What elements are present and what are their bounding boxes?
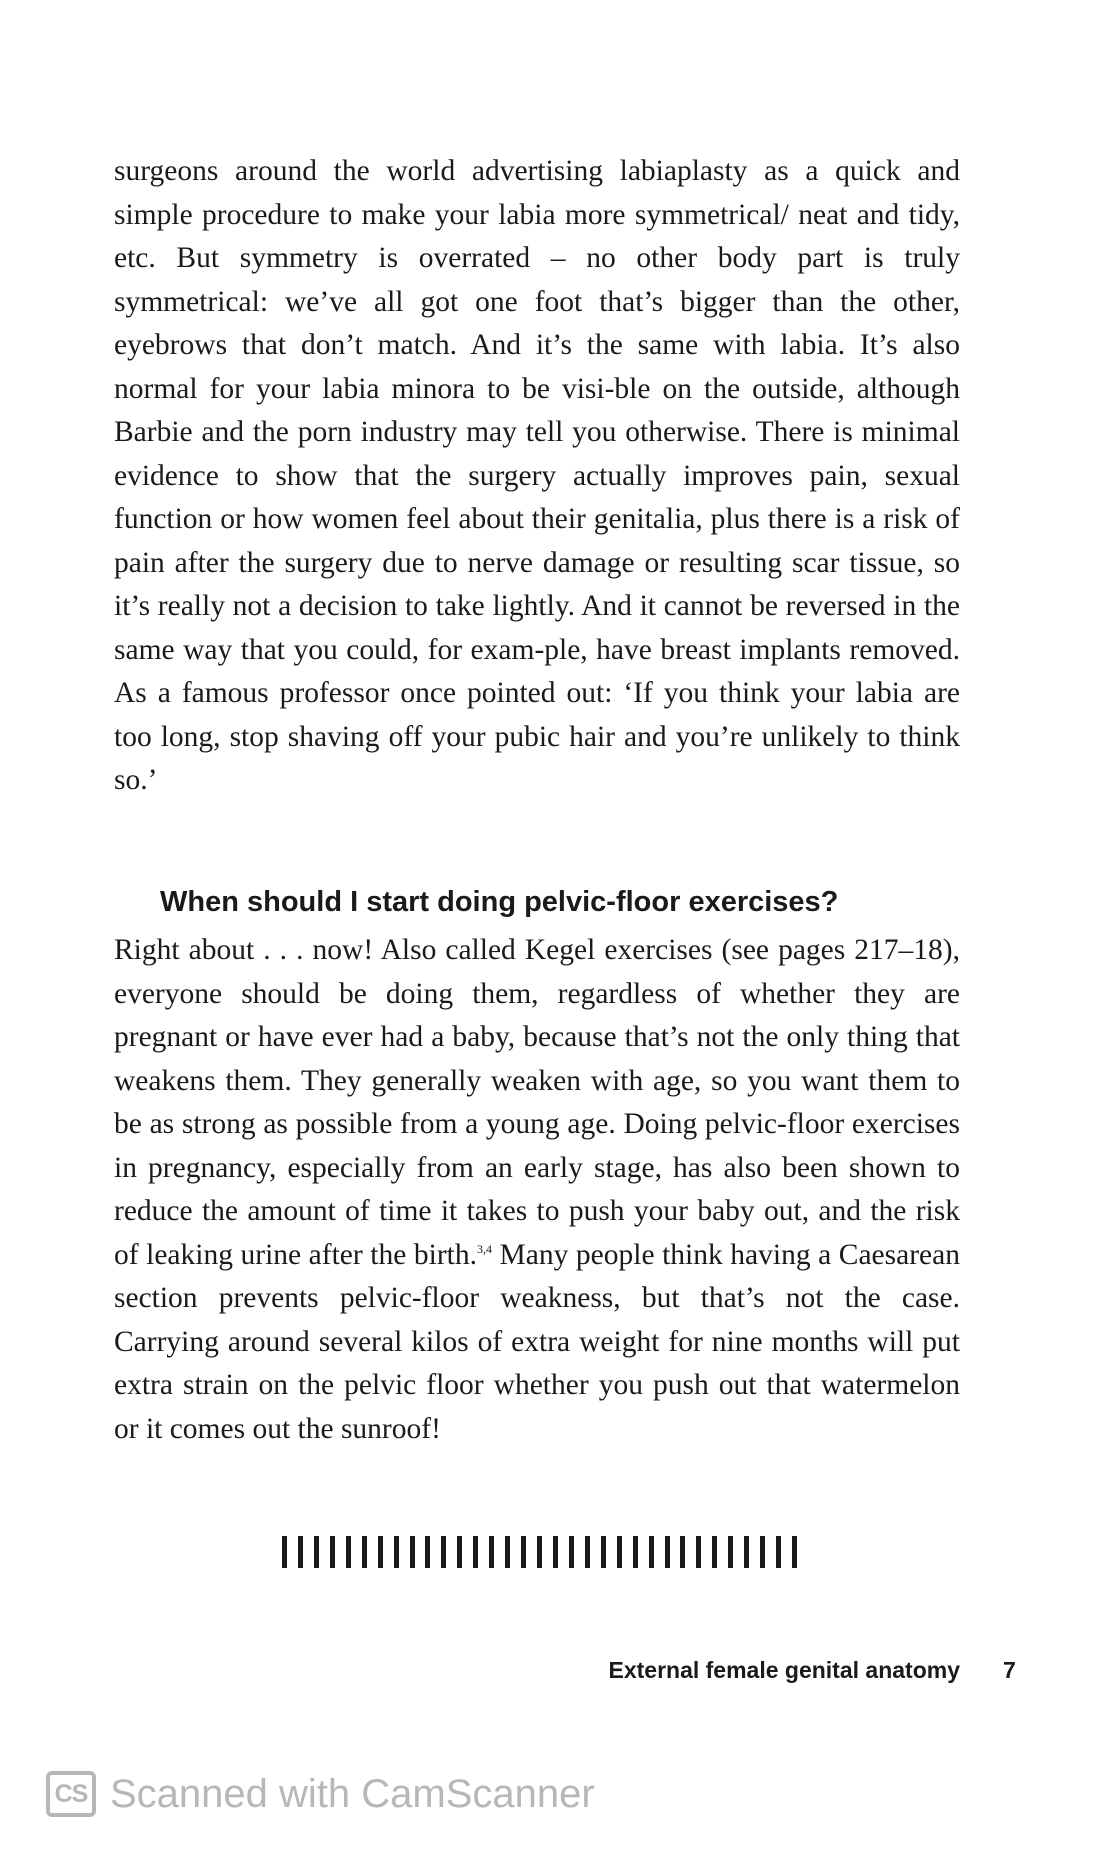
divider-bar (792, 1536, 797, 1568)
divider-bar (665, 1536, 670, 1568)
divider-bar (585, 1536, 590, 1568)
divider-bar (601, 1536, 606, 1568)
divider-bar (425, 1536, 430, 1568)
divider-bar (649, 1536, 654, 1568)
divider-bar (760, 1536, 765, 1568)
divider-bar (712, 1536, 717, 1568)
divider-bar (680, 1536, 685, 1568)
divider-bar (441, 1536, 446, 1568)
section-heading: When should I start doing pelvic-floor exercises? (160, 886, 839, 918)
camscanner-logo-icon: CS (46, 1771, 96, 1817)
divider-bar (505, 1536, 510, 1568)
divider-bar (362, 1536, 367, 1568)
body-paragraph-2-part-a: Right about . . . now! Also called Kegel exercises (see pages 217–18), everyone should be doing them, regardless of whether they are pregnant or have ever had a baby, because that’s not the only thing that weakens them. They generally weaken with age, so you want them to be as strong as possible from a young age. Doing pelvic-floor exercises in pregnancy, especially from an early stage, has also been shown to reduce the amount of time it takes to push your baby out, and the risk of leaking urine after the birth. (114, 934, 960, 1271)
divider-bar (457, 1536, 462, 1568)
divider-bar (696, 1536, 701, 1568)
body-paragraph-2-part-b: Many people think having a Caesarean section prevents pelvic-floor weakness, but that’s not the case. Carrying around several kilos of extra weight for nine months will put extra strain on the pelvic floor whether you push out that watermelon or it comes out the sunroof! (114, 1238, 960, 1445)
divider-bar (776, 1536, 781, 1568)
divider-bar (617, 1536, 622, 1568)
body-paragraph-1: surgeons around the world advertising labiaplasty as a quick and simple procedure to make your labia more symmetrical/ neat and tidy, etc. But symmetry is overrated – no other body part is truly symmetrical: we’ve all got one foot that’s bigger than the other, eyebrows that don’t match. And it’s the same with labia. It’s also normal for your labia minora to be visi-ble on the outside, although Barbie and the porn industry may tell you otherwise. There is minimal evidence to show that the surgery actually improves pain, sexual function or how women feel about their genitalia, plus there is a risk of pain after the surgery due to nerve damage or resulting scar tissue, so it’s really not a decision to take lightly. And it cannot be reversed in the same way that you could, for exam-ple, have breast implants removed. As a famous professor once pointed out: ‘If you think your labia are too long, stop shaving off your pubic hair and you’re unlikely to think so.’ (114, 155, 960, 796)
divider-bar (633, 1536, 638, 1568)
running-head: External female genital anatomy (608, 1657, 960, 1683)
divider-bar (537, 1536, 542, 1568)
divider-bar (569, 1536, 574, 1568)
divider-bar (394, 1536, 399, 1568)
divider-bar (489, 1536, 494, 1568)
divider-bar (521, 1536, 526, 1568)
divider-bar (728, 1536, 733, 1568)
divider-bar (744, 1536, 749, 1568)
divider-bar (330, 1536, 335, 1568)
citation-superscript: 3,4 (476, 1241, 492, 1256)
scanner-watermark: Scanned with CamScanner (110, 1772, 595, 1816)
divider-bar (378, 1536, 383, 1568)
divider-bar (346, 1536, 351, 1568)
divider-bar (282, 1536, 287, 1568)
divider-bar (314, 1536, 319, 1568)
body-paragraph-2 (114, 929, 960, 1451)
divider-bar (298, 1536, 303, 1568)
divider-bar (473, 1536, 478, 1568)
page-number: 7 (1003, 1657, 1016, 1683)
section-divider (282, 1536, 797, 1568)
divider-bar (410, 1536, 415, 1568)
divider-bar (553, 1536, 558, 1568)
